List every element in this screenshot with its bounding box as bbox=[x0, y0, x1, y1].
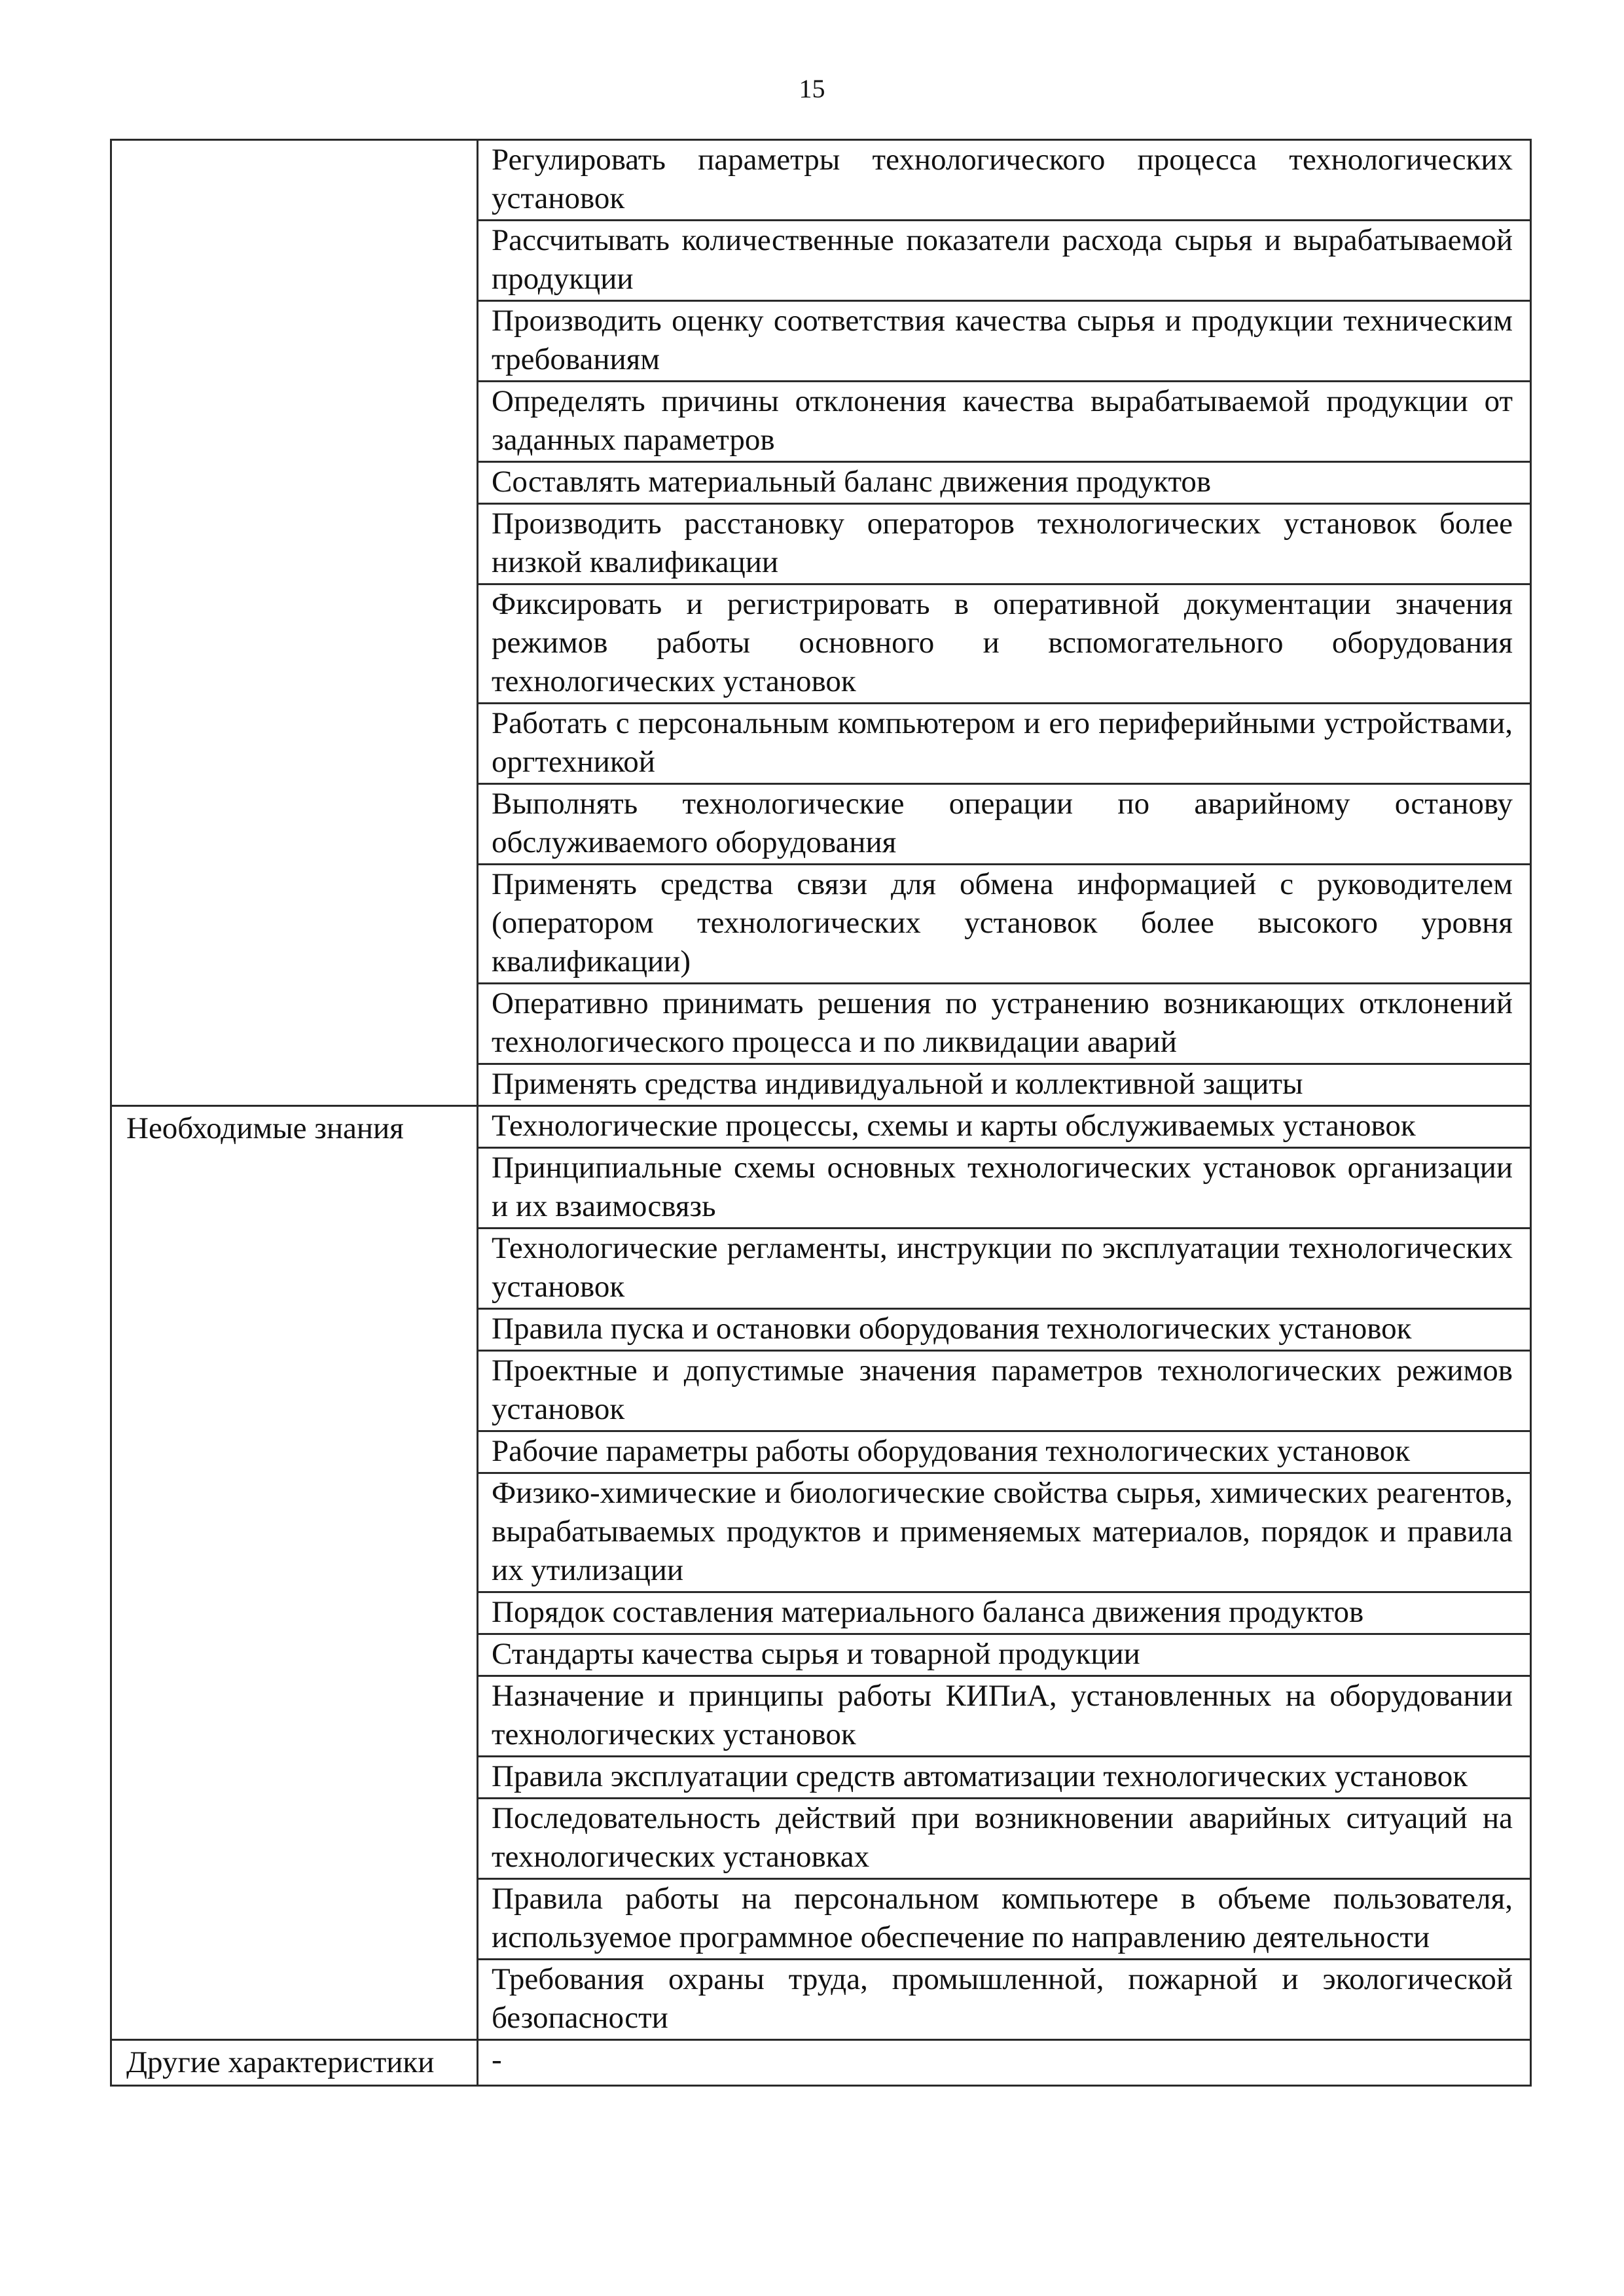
requirement-cell bbox=[478, 584, 1531, 704]
requirement-text: Назначение и принципы работы КИПиА, установленных на оборудовании технологических установок bbox=[492, 1679, 1513, 1751]
section-label-cell bbox=[111, 140, 478, 1106]
table-body bbox=[111, 140, 1531, 2086]
requirement-cell bbox=[478, 1592, 1531, 1634]
requirement-cell bbox=[478, 1879, 1531, 1960]
requirement-cell bbox=[478, 1757, 1531, 1799]
requirement-cell bbox=[478, 504, 1531, 584]
requirement-text: Составлять материальный баланс движения продуктов bbox=[492, 465, 1212, 499]
requirement-cell bbox=[478, 301, 1531, 382]
requirement-text: Применять средства связи для обмена информацией с руководителем (оператором технологических установок более высокого уровня квалификации) bbox=[492, 867, 1513, 978]
requirement-cell bbox=[478, 1799, 1531, 1879]
requirement-cell bbox=[478, 1148, 1531, 1229]
page-number: 15 bbox=[799, 74, 825, 103]
requirement-text: Правила пуска и остановки оборудования технологических установок bbox=[492, 1312, 1412, 1346]
requirement-text: Порядок составления материального баланса движения продуктов bbox=[492, 1595, 1364, 1629]
requirement-text: Принципиальные схемы основных технологических установок организации и их взаимосвязь bbox=[492, 1151, 1513, 1223]
requirement-cell bbox=[478, 140, 1531, 221]
table-row bbox=[111, 1106, 1531, 1148]
requirement-text: Рабочие параметры работы оборудования технологических установок bbox=[492, 1434, 1411, 1468]
requirement-text: Производить расстановку операторов технологических установок более низкой квалификации bbox=[492, 507, 1513, 579]
requirement-text: Физико-химические и биологические свойства сырья, химических реагентов, вырабатываемых продуктов и применяемых материалов, порядок и правила их утилизации bbox=[492, 1476, 1513, 1587]
section-label-cell bbox=[111, 1106, 478, 2040]
requirement-text: - bbox=[492, 2043, 502, 2077]
requirement-cell bbox=[478, 1309, 1531, 1351]
requirement-cell bbox=[478, 1676, 1531, 1757]
requirement-text: Правила эксплуатации средств автоматизации технологических установок bbox=[492, 1759, 1468, 1793]
requirement-text: Фиксировать и регистрировать в оперативной документации значения режимов работы основного и вспомогательного оборудования технологических установок bbox=[492, 587, 1513, 698]
requirement-cell bbox=[478, 1634, 1531, 1676]
requirement-cell bbox=[478, 865, 1531, 984]
requirement-cell bbox=[478, 1473, 1531, 1592]
requirement-text: Работать с персональным компьютером и его периферийными устройствами, оргтехникой bbox=[492, 706, 1513, 779]
requirement-text: Выполнять технологические операции по аварийному останову обслуживаемого оборудования bbox=[492, 787, 1513, 859]
requirement-cell bbox=[478, 704, 1531, 784]
requirement-text: Применять средства индивидуальной и коллективной защиты bbox=[492, 1067, 1303, 1101]
requirement-text: Технологические процессы, схемы и карты обслуживаемых установок bbox=[492, 1109, 1416, 1143]
requirement-cell bbox=[478, 221, 1531, 301]
requirement-cell bbox=[478, 1351, 1531, 1431]
requirement-cell bbox=[478, 2040, 1531, 2086]
requirement-text: Последовательность действий при возникновении аварийных ситуаций на технологических установках bbox=[492, 1801, 1513, 1874]
requirement-text: Проектные и допустимые значения параметров технологических режимов установок bbox=[492, 1354, 1513, 1426]
requirement-cell bbox=[478, 462, 1531, 504]
section-label: Необходимые знания bbox=[126, 1111, 404, 1145]
requirement-text: Оперативно принимать решения по устранению возникающих отклонений технологического процесса и по ликвидации аварий bbox=[492, 986, 1513, 1059]
requirement-text: Технологические регламенты, инструкции по эксплуатации технологических установок bbox=[492, 1231, 1513, 1304]
table-row bbox=[111, 2040, 1531, 2086]
requirement-text: Производить оценку соответствия качества сырья и продукции техническим требованиям bbox=[492, 304, 1513, 376]
section-label-cell bbox=[111, 2040, 478, 2086]
requirement-text: Рассчитывать количественные показатели расхода сырья и вырабатываемой продукции bbox=[492, 223, 1513, 296]
section-label: Другие характеристики bbox=[126, 2045, 435, 2079]
section-label bbox=[112, 141, 477, 146]
requirement-cell bbox=[478, 1960, 1531, 2040]
requirement-text: Регулировать параметры технологического процесса технологических установок bbox=[492, 143, 1513, 215]
requirement-cell bbox=[478, 784, 1531, 865]
requirement-cell bbox=[478, 1064, 1531, 1106]
requirement-text: Определять причины отклонения качества вырабатываемой продукции от заданных параметров bbox=[492, 384, 1513, 457]
requirement-cell bbox=[478, 382, 1531, 462]
requirement-cell bbox=[478, 984, 1531, 1064]
requirement-text: Правила работы на персональном компьютере в объеме пользователя, используемое программное обеспечение по направлению деятельности bbox=[492, 1882, 1513, 1954]
table-row bbox=[111, 140, 1531, 221]
requirement-cell bbox=[478, 1106, 1531, 1148]
requirement-cell bbox=[478, 1229, 1531, 1309]
requirement-cell bbox=[478, 1431, 1531, 1473]
requirement-text: Требования охраны труда, промышленной, пожарной и экологической безопасности bbox=[492, 1962, 1513, 2035]
requirement-text: Стандарты качества сырья и товарной продукции bbox=[492, 1637, 1140, 1671]
characteristics-table bbox=[110, 139, 1532, 2087]
